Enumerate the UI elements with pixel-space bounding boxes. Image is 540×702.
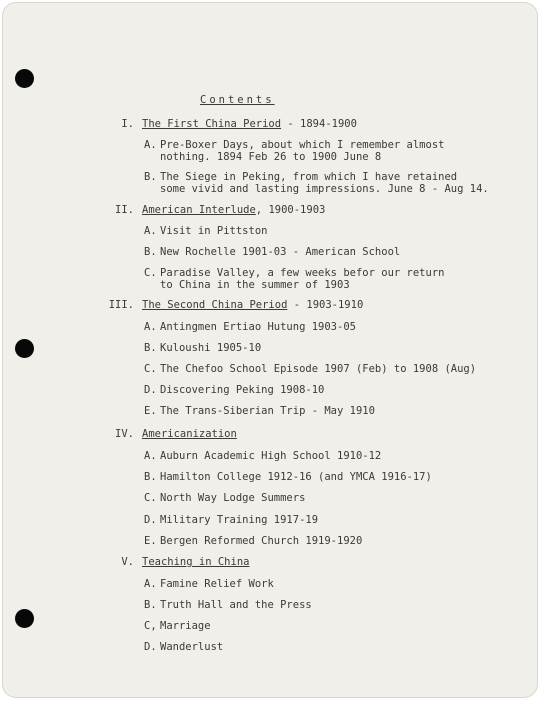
item-letter: A. [144,139,157,151]
item-letter: A. [144,578,157,590]
punch-hole [15,69,34,88]
item-letter: D. [144,384,157,396]
item-letter: C. [144,492,157,504]
list-item [144,514,319,526]
item-letter: C, [144,620,157,632]
list-item [144,620,211,632]
section-number: II. [115,204,134,216]
section-title: The First China Period [142,118,282,130]
section-heading [115,204,326,216]
item-line: The Siege in Peking, from which I have retained [160,171,458,183]
list-item [144,225,268,237]
list-item [144,321,356,333]
item-line: some vivid and lasting impressions. June 8 - Aug 14. [160,183,489,195]
item-letter: D. [144,514,157,526]
list-item [144,384,325,396]
section-heading [121,118,357,130]
list-item [144,342,262,354]
item-line: Hamilton College 1912-16 (and YMCA 1916-17) [160,471,432,483]
item-letter: B. [144,171,157,183]
section-title: The Second China Period [142,299,288,311]
item-letter: C. [144,267,157,279]
list-item [144,171,489,195]
list-item [144,267,445,291]
item-line: Visit in Pittston [160,225,268,237]
section-title: Teaching in China [142,556,250,568]
item-line: Discovering Peking 1908-10 [160,384,325,396]
section-heading [121,556,250,568]
section-dates: - 1903-1910 [287,299,364,311]
section-number: I. [121,118,134,130]
list-item [144,246,401,258]
item-letter: C. [144,363,157,375]
item-line: The Trans-Siberian Trip - May 1910 [160,405,375,417]
item-letter: A. [144,225,157,237]
item-line: Truth Hall and the Press [160,599,312,611]
item-letter: B. [144,471,157,483]
section-title: Americanization [142,428,237,440]
item-letter: D. [144,641,157,653]
item-line: Auburn Academic High School 1910-12 [160,450,382,462]
punch-hole [15,609,34,628]
section-dates: , 1900-1903 [255,204,326,216]
item-line: Antingmen Ertiao Hutung 1903-05 [160,321,356,333]
item-line: New Rochelle 1901-03 - American School [160,246,401,258]
list-item [144,492,306,504]
list-item [144,450,382,462]
section-dates: - 1894-1900 [281,118,357,130]
item-line: Military Training 1917-19 [160,514,319,526]
item-line: The Chefoo School Episode 1907 (Feb) to 1908 (Aug) [160,363,477,375]
item-letter: A. [144,450,157,462]
item-line: Famine Relief Work [160,578,274,590]
item-letter: B. [144,246,157,258]
list-item [144,363,477,375]
list-item [144,535,363,547]
page-title: Contents [200,94,275,106]
item-line: to China in the summer of 1903 [160,279,350,291]
item-line: Wanderlust [160,641,224,653]
section-number: V. [121,556,134,568]
section-heading [115,428,237,440]
item-line: Kuloushi 1905-10 [160,342,262,354]
list-item [144,599,312,611]
item-line: nothing. 1894 Feb 26 to 1900 June 8 [160,151,382,163]
item-letter: A. [144,321,157,333]
section-heading [108,299,364,311]
item-line: Marriage [160,620,211,632]
punch-hole [15,339,34,358]
list-item [144,471,432,483]
item-letter: E. [144,405,157,417]
item-letter: E. [144,535,157,547]
item-line: North Way Lodge Summers [160,492,306,504]
list-item [144,641,224,653]
item-line: Paradise Valley, a few weeks befor our return [160,267,445,279]
item-letter: B. [144,599,157,611]
section-title: American Interlude [142,204,256,216]
item-line: Pre-Boxer Days, about which I remember almost [160,139,445,151]
list-item [144,578,274,590]
item-letter: B. [144,342,157,354]
list-item [144,405,375,417]
section-number: IV. [115,428,134,440]
section-number: III. [108,299,134,311]
document-page [2,2,538,698]
list-item [144,139,445,163]
item-line: Bergen Reformed Church 1919-1920 [160,535,363,547]
